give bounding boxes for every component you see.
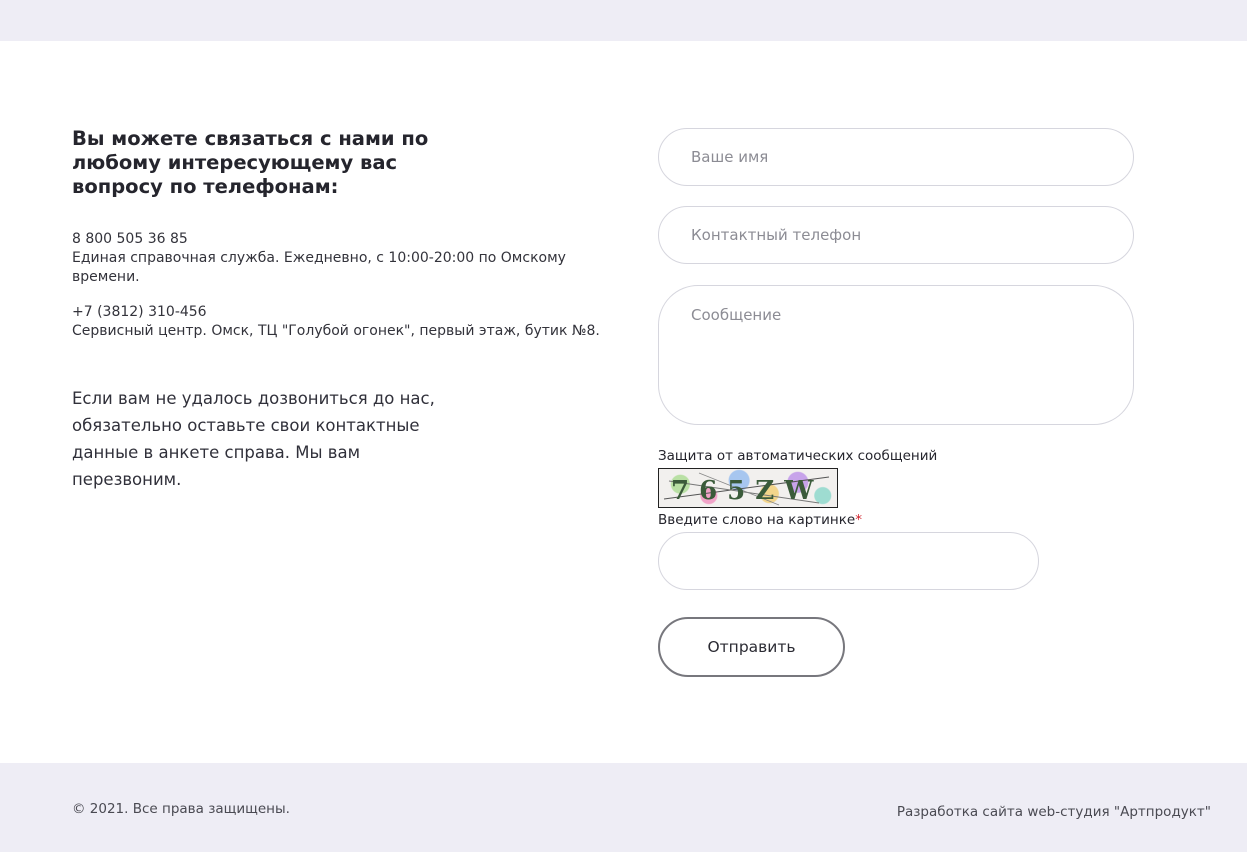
submit-button[interactable]: Отправить [658,617,845,677]
developer-link[interactable]: Разработка сайта web-студия "Артпродукт" [896,804,1211,820]
phone-input[interactable] [658,206,1134,264]
captcha-text: 765ZW [671,476,824,506]
captcha-image [658,468,838,508]
top-band [0,0,1247,41]
phone-number: 8 800 505 36 85 [72,231,188,247]
footer [0,763,1247,852]
required-star: * [855,512,862,528]
captcha-input[interactable] [658,532,1039,590]
captcha-input-label-text: Введите слово на картинке [658,512,856,528]
phone-block-service-center [72,303,632,341]
callback-text: Если вам не удалось дозвониться до нас, обязательно оставьте свои контактные данные в анкете справа. Мы вам перезвоним. [72,389,435,489]
name-input[interactable] [658,128,1134,186]
phone-number: +7 (3812) 310-456 [72,304,207,320]
captcha-label: Защита от автоматических сообщений [658,448,938,464]
message-textarea[interactable] [658,285,1134,425]
phone-description: Сервисный центр. Омск, ТЦ "Голубой огонек", первый этаж, бутик №8. [72,323,600,339]
copyright-text: © 2021. Все права защищены. [72,801,290,817]
phone-description: Единая справочная служба. Ежедневно, с 10:00-20:00 по Омскому времени. [72,250,566,285]
contact-heading: Вы можете связаться с нами по любому интересующему вас вопросу по телефонам: [72,127,429,198]
captcha-input-label [658,512,862,528]
phone-block-hotline [72,230,632,287]
